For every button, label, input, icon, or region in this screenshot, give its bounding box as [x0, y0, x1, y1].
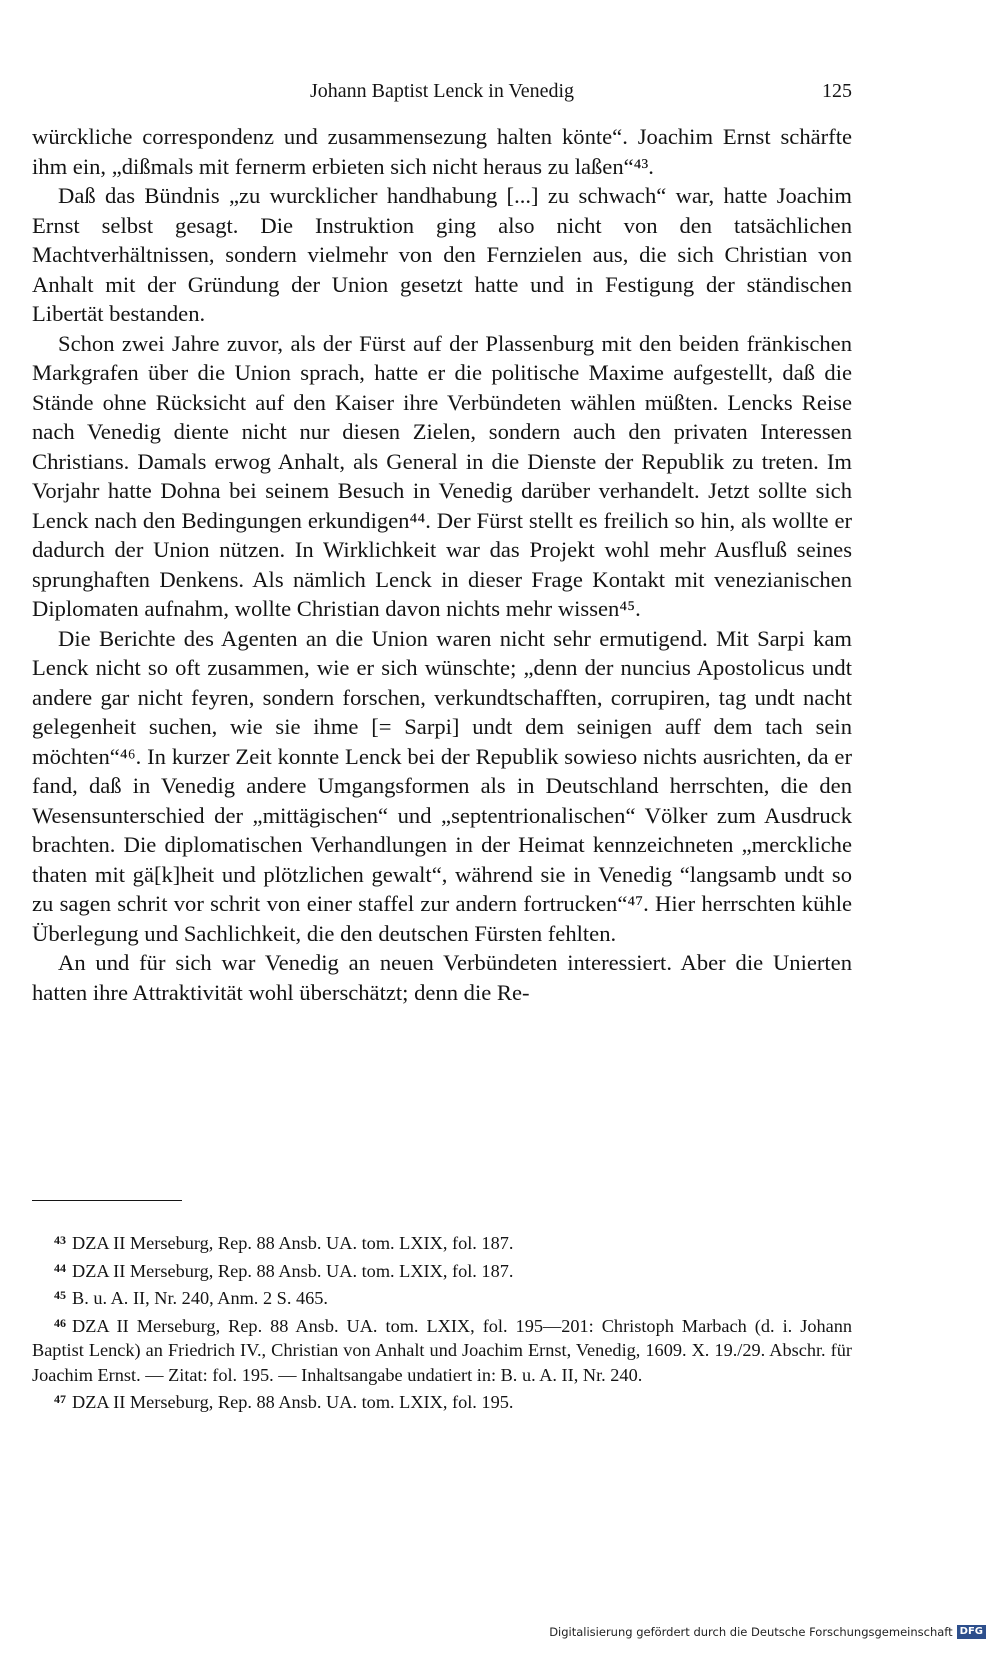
paragraph-2: Daß das Bündnis „zu wurcklicher handhabung [...] zu schwach“ war, hatte Joachim Ernst selbst gesagt. Die Instruktion ging also nicht von den tatsächlichen Machtverhältnissen, sondern vielmehr von den Fernzielen aus, die sich Christian von Anhalt mit der Gründung der Union gesetzt hatte und in Festigung der ständischen Libertät bestanden. [32, 183, 852, 326]
footnote-text: DZA II Merseburg, Rep. 88 Ansb. UA. tom. LXIX, fol. 187. [72, 1260, 514, 1281]
footnote-45 [32, 1283, 852, 1311]
footnote-text: DZA II Merseburg, Rep. 88 Ansb. UA. tom. LXIX, fol. 195—201: Christoph Marbach (d. i. Johann Baptist Lenck) an Friedrich IV., Christian von Anhalt und Joachim Ernst, Venedig, 1609. X. 19./29. Abschr. für Joachim Ernst. — Zitat: fol. 195. — Inhaltsangabe undatiert in: B. u. A. II, Nr. 240. [32, 1315, 852, 1385]
footnote-number: 44 [54, 1260, 66, 1275]
footnote-separator [32, 1200, 182, 1201]
paragraph-1: würckliche correspondenz und zusammensezung halten könte“. Joachim Ernst schärfte ihm ein, „dißmals mit fernerm erbieten sich nicht heraus zu laßen“⁴³. [32, 124, 852, 179]
footnote-44 [32, 1256, 852, 1284]
credit-text: Digitalisierung gefördert durch die Deutsche Forschungsgemeinschaft [549, 1625, 953, 1639]
page-number: 125 [822, 80, 852, 102]
footnote-text: DZA II Merseburg, Rep. 88 Ansb. UA. tom. LXIX, fol. 187. [72, 1233, 514, 1253]
footnote-text: B. u. A. II, Nr. 240, Anm. 2 S. 465. [72, 1288, 328, 1308]
footnote-text: DZA II Merseburg, Rep. 88 Ansb. UA. tom. LXIX, fol. 195. [72, 1392, 514, 1412]
footnote-number: 45 [54, 1288, 66, 1302]
footnote-46 [32, 1311, 852, 1388]
digitization-credit [549, 1623, 986, 1641]
running-head [32, 76, 852, 106]
footnote-47 [32, 1387, 852, 1415]
paragraph-4: Die Berichte des Agenten an die Union waren nicht sehr ermutigend. Mit Sarpi kam Lenck nicht so oft zusammen, wie er sich wünschte; „denn der nuncius Apostolicus undt andere gar nicht feyren, sondern forschen, verkundtschafften, corrupiren, tag undt nacht gelegenheit suchen, wie sie ihme [= Sarpi] undt dem seinigen auff dem tach sein möchten“⁴⁶. In kurzer Zeit konnte Lenck bei der Republik sowieso nichts ausrichten, da er fand, daß in Venedig andere Umgangsformen als in Deutschland herrschten, die den Wesensunterschied der „mittägischen“ und „septentrionalischen“ Völker zum Ausdruck brachten. Die diplomatischen Verhandlungen in der Heimat kennzeichneten „merckliche thaten mit gä[k]heit und plötzlichen gewalt“, während sie in Venedig “langsamb undt so zu sagen schrit vor schrit von einer staffel zur andern fortrucken“⁴⁷. Hier herrschten kühle Überlegung und Sachlichkeit, die den deutschen Fürsten fehlten. [32, 625, 852, 946]
body-text [32, 122, 852, 1007]
footnote-43 [32, 1228, 852, 1256]
footnote-number: 46 [54, 1315, 66, 1330]
paragraph-3: Schon zwei Jahre zuvor, als der Fürst auf der Plassenburg mit den beiden fränkischen Markgrafen über die Union sprach, hatte er die politische Maxime aufgestellt, daß die Stände ohne Rücksicht auf den Kaiser ihre Verbündeten wählen müßten. Lencks Reise nach Venedig diente nicht nur diesen Zielen, sondern auch den privaten Interessen Christians. Damals erwog Anhalt, als General in die Dienste der Republik zu treten. Im Vorjahr hatte Dohna bei seinem Besuch in Venedig darüber verhandelt. Jetzt sollte sich Lenck nach den Bedingungen erkundigen⁴⁴. Der Fürst stellt es freilich so hin, als wollte er dadurch der Union nützen. In Wirklichkeit war das Projekt wohl mehr Ausfluß seines sprunghaften Denkens. Als nämlich Lenck in dieser Frage Kontakt mit venezianischen Diplomaten aufnahm, wollte Christian davon nichts mehr wissen⁴⁵. [32, 330, 852, 621]
running-title: Johann Baptist Lenck in Venedig [309, 80, 575, 102]
footnote-number: 43 [54, 1233, 66, 1247]
dfg-logo-icon: DFG [957, 1625, 986, 1639]
footnotes [32, 1228, 852, 1415]
paragraph-5: An und für sich war Venedig an neuen Verbündeten interessiert. Aber die Unierten hatten ihre Attraktivität wohl überschätzt; denn die Re- [32, 950, 852, 1005]
footnote-number: 47 [54, 1392, 66, 1406]
